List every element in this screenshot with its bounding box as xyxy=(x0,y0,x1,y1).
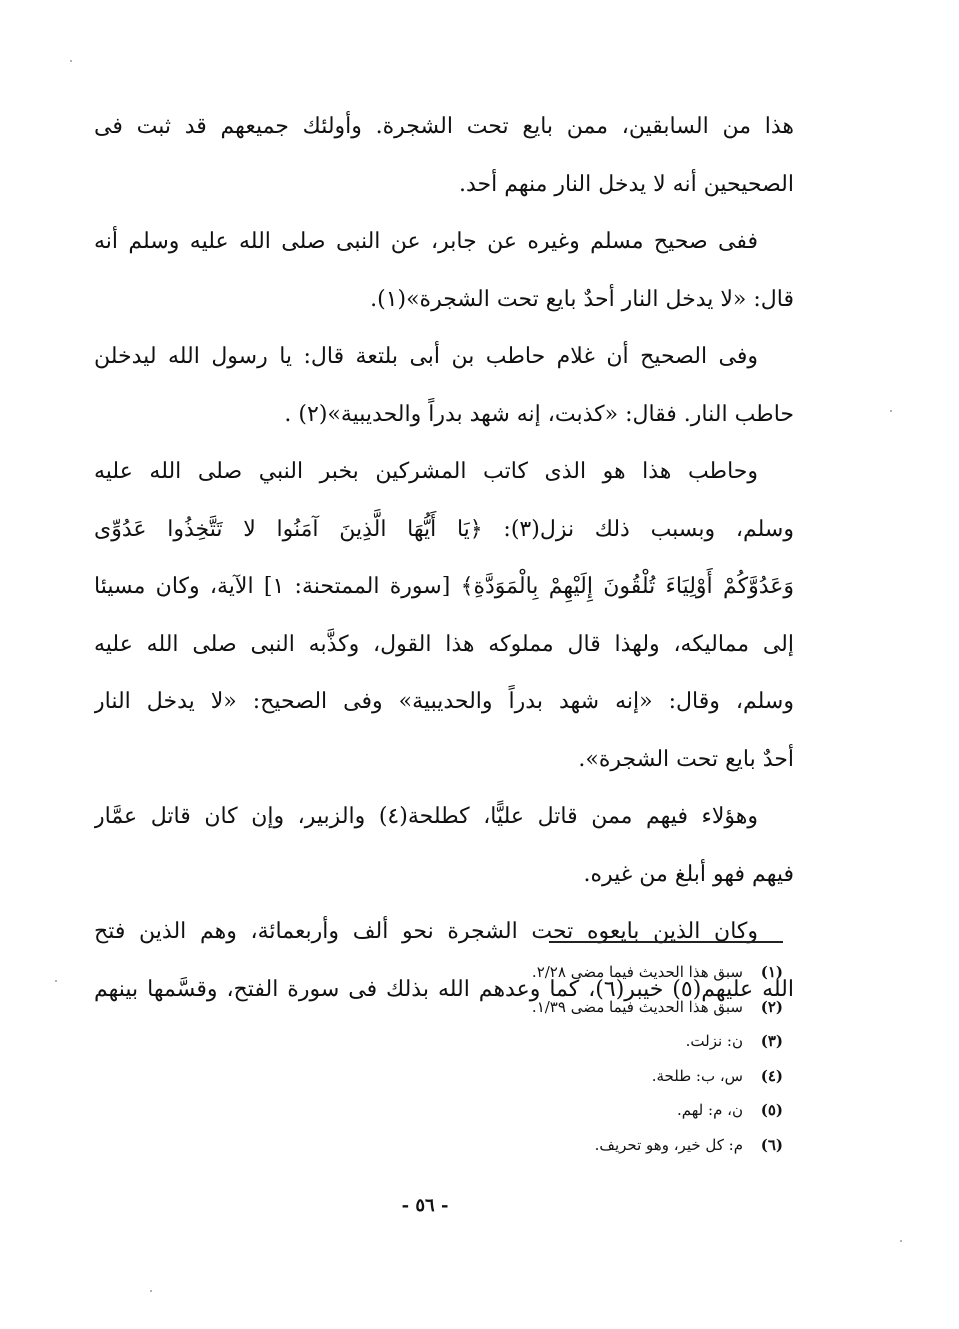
text-line: الصحيحين أنه لا يدخل النار منهم أحد. xyxy=(458,171,794,197)
footnote-text: سبق هذا الحديث فيما مضى ٢/٢٨. xyxy=(531,963,743,981)
footnote-text: ن، م: لهم. xyxy=(677,1101,743,1119)
text-line: أحدٌ بايع تحت الشجرة». xyxy=(578,746,794,772)
text-line: قال: «لا يدخل النار أحدٌ بايع تحت الشجرة»(١). xyxy=(370,286,794,312)
footnote-number: (٥) xyxy=(760,1101,783,1119)
page-number: - ٥٦ - xyxy=(401,1195,449,1216)
text-line: وسلم، وقال: «إنه شهد بدراً والحديبية» وفى الصحيح: «لا يدخل النار xyxy=(94,689,794,714)
text-line: وكان الذين بايعوه تحت الشجرة نحو ألف وأربعمائة، وهم الذين فتح xyxy=(94,919,758,944)
footnote-number: (٣) xyxy=(760,1032,783,1050)
footnote-text: م: كل خير، وهو تحريف. xyxy=(594,1135,743,1154)
footnote xyxy=(283,1128,783,1163)
footnote-separator xyxy=(549,941,783,943)
text-line: وسلم، وبسبب ذلك نزل(٣): ﴿يَا أَيُّهَا الَّذِينَ آمَنُوا لا تَتَّخِذُوا عَدُوِّى xyxy=(94,516,794,542)
footnote xyxy=(283,1024,783,1059)
footnote xyxy=(283,1093,783,1128)
text-line: وفى الصحيح أن غلام حاطب بن أبى بلتعة قال: يا رسول الله ليدخلن xyxy=(94,344,758,369)
footnote xyxy=(283,1059,783,1094)
scan-speck xyxy=(890,410,892,412)
text-line: حاطب النار. فقال: «كذبت، إنه شهد بدراً والحديبية»(٢) . xyxy=(284,401,794,427)
text-line: وحاطب هذا هو الذى كاتب المشركين بخبر النبي صلى الله عليه xyxy=(94,459,758,484)
text-line: ففى صحيح مسلم وغيره عن جابر، عن النبى صلى الله عليه وسلم أنه xyxy=(94,229,758,254)
text-line: الله عليهم(٥) خيبر(٦)، كما وعدهم الله بذلك فى سورة الفتح، وقسَّمها بينهم xyxy=(94,976,794,1002)
scan-speck xyxy=(900,1240,902,1242)
footnote xyxy=(283,955,783,990)
main-text xyxy=(94,98,794,1018)
scan-speck xyxy=(55,980,57,982)
scan-speck xyxy=(70,60,72,62)
text-line: إلى مماليكه، ولهذا قال مملوكه هذا القول، وكذَّبه النبى صلى الله عليه xyxy=(94,631,794,657)
footnote-number: (٢) xyxy=(760,997,783,1016)
footnote-number: (٦) xyxy=(760,1135,783,1154)
footnote-number: (٤) xyxy=(760,1066,783,1085)
text-line: وهؤلاء فيهم ممن قاتل عليًّا، كطلحة(٤) والزبير، وإن كان قاتل عمَّار xyxy=(94,804,759,829)
text-line: فيهم فهو أبلغ من غيره. xyxy=(583,861,794,887)
footnote-number: (١) xyxy=(760,963,783,981)
footnote-text: ن: نزلت. xyxy=(685,1032,743,1050)
footnote-text: سبق هذا الحديث فيما مضى ١/٣٩. xyxy=(531,997,743,1016)
text-line: وَعَدُوَّكُمْ أَوْلِيَاءَ تُلْقُونَ إِلَيْهِمْ بِالْمَوَدَّةِ﴾ [سورة الممتحنة: ١] الآية، وكان مسيئا xyxy=(94,574,794,599)
footnote-text: س، ب: طلحة. xyxy=(651,1066,743,1085)
text-line: هذا من السابقين، ممن بايع تحت الشجرة. وأولئك جميعهم قد ثبت فى xyxy=(94,114,794,139)
footnotes xyxy=(283,955,783,1162)
scan-speck xyxy=(150,1290,152,1292)
footnote xyxy=(283,990,783,1025)
